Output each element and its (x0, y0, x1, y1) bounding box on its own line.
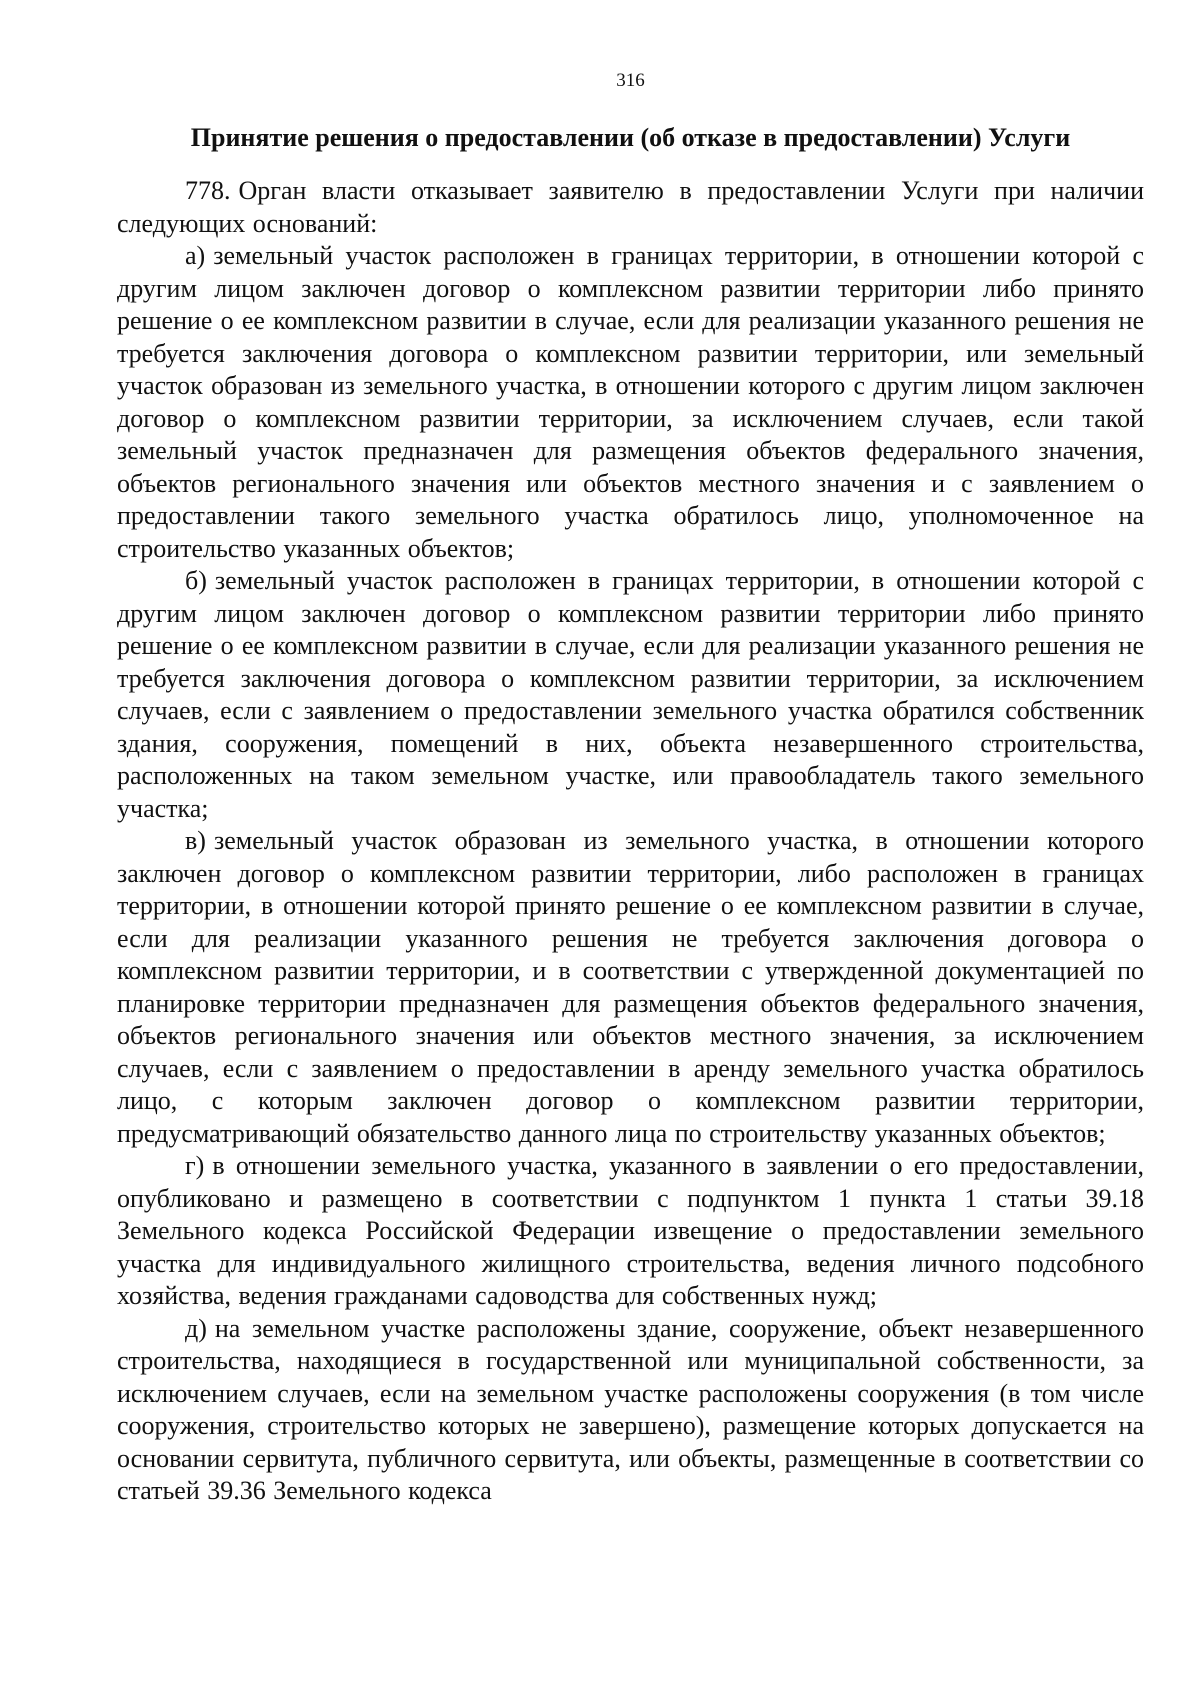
paragraph-number: в) (185, 826, 206, 855)
paragraph-text: земельный участок образован из земельного участка, в отношении которого заключен договор о комплексном развитии территории, либо расположен в границах территории, в отношении которой принято решение о ее комплексном развитии в случае, если для реализации указанного решения не требуется заключения договора о комплексном развитии территории, и в соответствии с утвержденной документацией по планировке территории предназначен для размещения объектов федерального значения, объектов регионального значения или объектов местного значения, за исключением случаев, если с заявлением о предоставлении в аренду земельного участка обратилось лицо, с которым заключен договор о комплексном развитии территории, предусматривающий обязательство данного лица по строительству указанных объектов; (117, 826, 1144, 1148)
paragraph-b (117, 565, 1144, 825)
paragraph-text: земельный участок расположен в границах территории, в отношении которой с другим лицом заключен договор о комплексном развитии территории либо принято решение о ее комплексном развитии в случае, если для реализации указанного решения не требуется заключения договора о комплексном развитии территории, за исключением случаев, если с заявлением о предоставлении земельного участка обратился собственник здания, сооружения, помещений в них, объекта незавершенного строительства, расположенных на таком земельном участке, или правообладатель такого земельного участка; (117, 566, 1144, 823)
page-number: 316 (616, 70, 645, 91)
paragraph-text: земельный участок расположен в границах территории, в отношении которой с другим лицом заключен договор о комплексном развитии территории либо принято решение о ее комплексном развитии в случае, если для реализации указанного решения не требуется заключения договора о комплексном развитии территории, или земельный участок образован из земельного участка, в отношении которого с другим лицом заключен договор о комплексном развитии территории, за исключением случаев, если такой земельный участок предназначен для размещения объектов федерального значения, объектов регионального значения или объектов местного значения и с заявлением о предоставлении такого земельного участка обратилось лицо, уполномоченное на строительство указанных объектов; (117, 241, 1144, 563)
body-text (117, 175, 1144, 1508)
paragraph-number: 778. (185, 176, 231, 205)
paragraph-g (117, 1150, 1144, 1313)
section-title: Принятие решения о предоставлении (об отказе в предоставлении) Услуги (190, 123, 1071, 152)
paragraph-number: а) (185, 241, 206, 270)
paragraph-a (117, 240, 1144, 565)
paragraph-v (117, 825, 1144, 1150)
paragraph-number: б) (185, 566, 207, 595)
paragraph-778 (117, 175, 1144, 240)
paragraph-number: д) (185, 1313, 207, 1343)
paragraph-d (117, 1313, 1144, 1508)
paragraph-text: в отношении земельного участка, указанного в заявлении о его предоставлении, опубликовано и размещено в соответствии с подпунктом 1 пункта 1 статьи 39.18 Земельного кодекса Российской Федерации извещение о предоставлении земельного участка для индивидуального жилищного строительства, ведения личного подсобного хозяйства, ведения гражданами садоводства для собственных нужд; (117, 1151, 1144, 1310)
paragraph-text: на земельном участке расположены здание, сооружение, объект незавершенного строительства, находящиеся в государственной или муниципальной собственности, за исключением случаев, если на земельном участке расположены сооружения (в том числе сооружения, строительство которых не завершено), размещение которых допускается на основании сервитута, публичного сервитута, или объекты, размещенные в соответствии со статьей 39.36 Земельного кодекса (117, 1313, 1144, 1505)
document-page (117, 60, 1144, 1508)
paragraph-text: Орган власти отказывает заявителю в предоставлении Услуги при наличии следующих оснований: (117, 176, 1144, 238)
paragraph-number: г) (185, 1151, 205, 1180)
